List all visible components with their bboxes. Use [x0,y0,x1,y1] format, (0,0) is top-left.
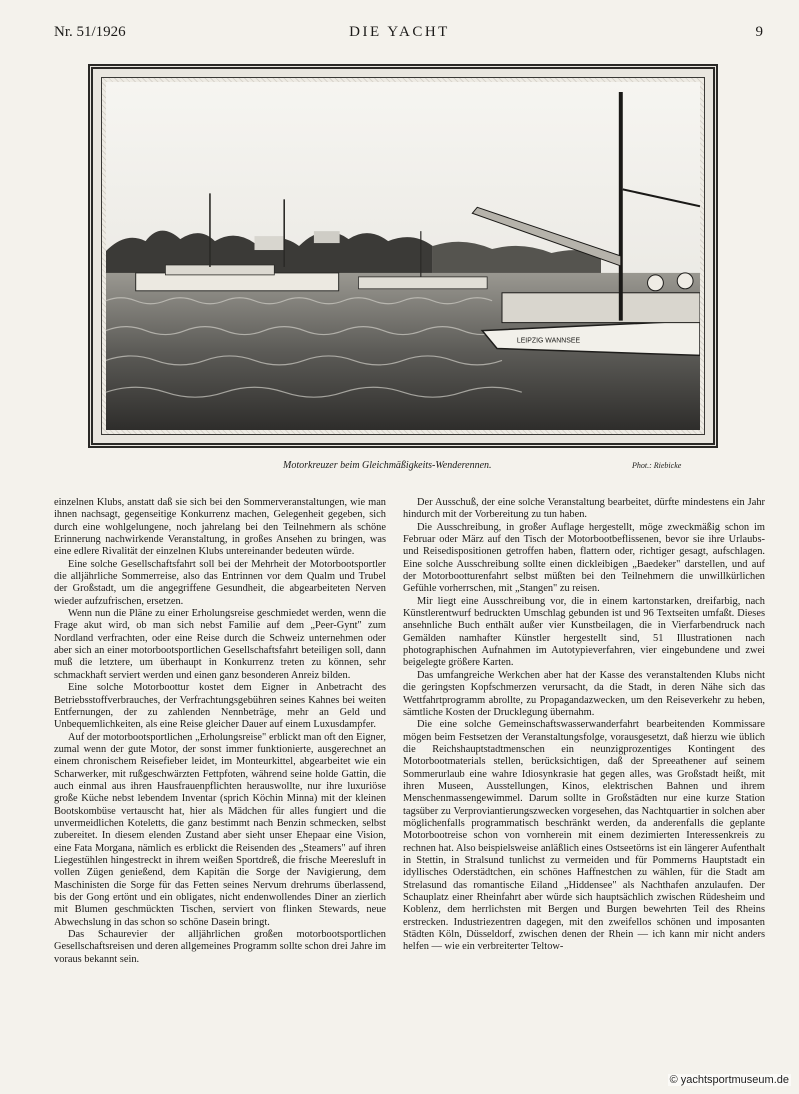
hull-name-label: LEIPZIG WANNSEE [516,337,581,345]
paragraph: Auf der motorbootsportlichen „Erholungsreise" erblickt man oft den Eigner, zumal wenn der gute Motor, der sonst immer funktionierte, ausgerechnet an einem chronischem Reisefieber leidet, im Monteurkittel, abgearbeitet wie ein Scharwerker, mit rußgeschwärzten Fettpfoten, während seine holde Gattin, die auch einmal aus ihren Hausfrauenpflichten herauswollte, nur ihre luxuriöse große Küche nebst lebendem Inventar (sprich Köchin Minna) mit der kleinen Bootskombüse vertauscht hat, hier als Mädchen für alles fungiert und die unvermeidlichen Koteletts, die ganz bestimmt nach Benzin schmecken, selbst zubereitet. In diesem elenden Zustand aber sieht unser Ehepaar eine Vision, eine Fata Morgana, nämlich es erblickt die Reisenden des „Steamers" auf ihren Liegestühlen hingestreckt in ihrem weißen Sportdreß, die frische Meeresluft in vollen Zügen genießend, dem Kapitän die Sorge der Navigierung, dem Maschinisten die Sorge für das Fetten seines Nervum drehrums überlassend, bis der Gong ertönt und ein obligates, nicht endenwollendes Diner an zierlich mit Blumen geschmückten Tischen, serviert von flinken Stewards, neue Abwechslung in das schon so schöne Dasein bringt. [54,731,386,928]
issue-number: Nr. 51/1926 [54,24,126,40]
paragraph: Das Schaurevier der alljährlichen großen motorbootsportlichen Gesellschaftsreisen und deren allgemeines Programm sollte schon drei Jahre im voraus bekannt sein. [54,929,386,965]
paragraph: Mir liegt eine Ausschreibung vor, die in einem kartonstarken, dreifarbig, nach Künstlerentwurf bedruckten Umschlag gebunden ist und 96 Textseiten umfaßt. Dieses ansehnliche Buch enthält außer vier Kunstbeilagen, die in Vierfarbendruck nach Gemälden namhafter Künstler hergestellt sind, 51 Illustrationen nach photographischen Aufnahmen im Autotypieverfahren, vier eingebundene und zwei beigelegte größere Karten. [403,595,765,669]
page-header [0,24,799,46]
magazine-title: DIE YACHT [349,24,450,40]
page-number: 9 [755,24,763,40]
photo-frame [88,64,718,448]
text-column-left [54,497,386,966]
paragraph: Eine solche Motorboottur kostet dem Eigner in Anbetracht des Betriebsstoffverbrauches, der Verfrachtungsgebühren seines Kahnes bei weiten Entfernungen, der zu zahlenden Nennbeträge, mehr an Geld und Unbequemlichkeiten, als eine Reise gleicher Dauer auf einem Luxusdampfer. [54,682,386,731]
photo [101,77,705,435]
photo-caption: Motorkreuzer beim Gleichmäßigkeits-Wenderennen. [283,460,492,471]
motor-cruiser-race-photo [106,82,700,430]
paragraph: einzelnen Klubs, anstatt daß sie sich bei den Sommerveranstaltungen, wie man ihnen nachsagt, gegenseitige Konkurrenz machen, Gelegenheit gegeben, sich durch eine wohlgelungene, noch jahrelang bei den Teilnehmern als schöne Erinnerung nachwirkende Veranstaltung, in großes Ansehen zu bringen, was eine edlere Rivalität der einzelnen Klubs untereinander bedeuten würde. [54,497,386,558]
text-column-right [403,497,765,954]
paragraph: Die Ausschreibung, in großer Auflage hergestellt, möge zweckmäßig schon im Februar oder März auf den Tisch der Motorbootbeflissenen, bevor sie ihre Urlaubs- und Reisedispositionen getroffen haben, flattern oder, richtiger gesagt, aufschlagen. Eine solche Ausschreibung sollte einen dickleibigen „Baedeker" darstellen, und auf der Motorbootturenfahrt selbst müßten bei den Teilnehmern die unwillkürlichen Gefühle vorherrschen, mit „Stangen" zu reisen. [403,521,765,595]
paragraph: Eine solche Gesellschaftsfahrt soll bei der Mehrheit der Motorbootsportler die alljährliche Sommerreise, also das Entrinnen vor dem Qualm und Trubel der Großstadt, um die angegriffene Gesundheit, die abgearbeiteten Nerven wieder aufzufrischen, ersetzen. [54,558,386,607]
paragraph: Das umfangreiche Werkchen aber hat der Kasse des veranstaltenden Klubs nicht die geringsten Kopfschmerzen verursacht, da die Stadt, in deren Nähe sich das Wettfahrtprogramm abrollte, zu Propagandazwecken, um den Reiseverkehr zu heben, sämtliche Kosten der Drucklegung übernahm. [403,669,765,718]
paragraph: Die eine solche Gemeinschaftswasserwanderfahrt bearbeitenden Kommissare mögen beim Festsetzen der Veranstaltungsfolge, vorausgesetzt, daß hierzu wie üblich die Reichshauptstadtmenschen ein neunzigprozentiges Kontingent des Motorbootmaterials stellen, berücksichtigen, daß der Spreeathener auf seinem Sommerurlaub eine wahre Idiosynkrasie hat gegen alles, was Großstadt heißt, mit ihren Museen, Ausstellungen, Kinos, elektrischen Bahnen und ihrem Menschenmassengewimmel. Darum sollte in Großstädten nur eine kurze Station tagsüber zu Verproviantierungszwecken vorgesehen, das Nachtquartier in solchen aber möglichenfalls programmatisch beschränkt werden, da anderenfalls die geplante Motorbootreise schon von vornherein mit einem dezimierten Interessenkreis zu rechnen hat. Also beispielsweise anläßlich eines Ostseetörns ist ein längerer Aufenthalt in Stettin, in Stralsund tunlichst zu vermeiden und für Pommerns Hauptstadt ein idyllisches Oderstädtchen, ein schönes Haffnestchen zu wählen, für die Stadt am Strelasund das romantische Eiland „Hiddensee" als Nachthafen anzulaufen. Der Schauplatz einer Rheinfahrt aber würde sich hauptsächlich zwischen Rüdesheim und Koblenz, dem herrlichsten mit Bergen und Burgen bewehrten Teil des Rheins erstrecken. Industriezentren dagegen, mit den zweifellos schönen und imposanten Städten Köln, Düsseldorf, zwischen denen der Rhein — ich kann mir nicht anders helfen — wie ein verbreiterter Teltow- [403,719,765,953]
watermark: © yachtsportmuseum.de [669,1074,789,1086]
paragraph: Der Ausschuß, der eine solche Veranstaltung bearbeitet, dürfte mindestens ein Jahr hindurch mit der Vorbereitung zu tun haben. [403,497,765,521]
photo-credit: Phot.: Riebicke [632,461,682,470]
paragraph: Wenn nun die Pläne zu einer Erholungsreise geschmiedet werden, wenn die Frage akut wird, ob man sich nebst Familie auf dem „Peer-Gynt" zum Nordland verfrachten, oder eine Reise durch die Schweiz unternehmen oder aber sich an einer motorbootsportlichen Gesellschaftsfahrt beteiligen soll, dann muß die letztere, um überhaupt in Konkurrenz treten zu können, sehr schmackhaft serviert werden und einen ganz besonderen Anreiz bilden. [54,608,386,681]
